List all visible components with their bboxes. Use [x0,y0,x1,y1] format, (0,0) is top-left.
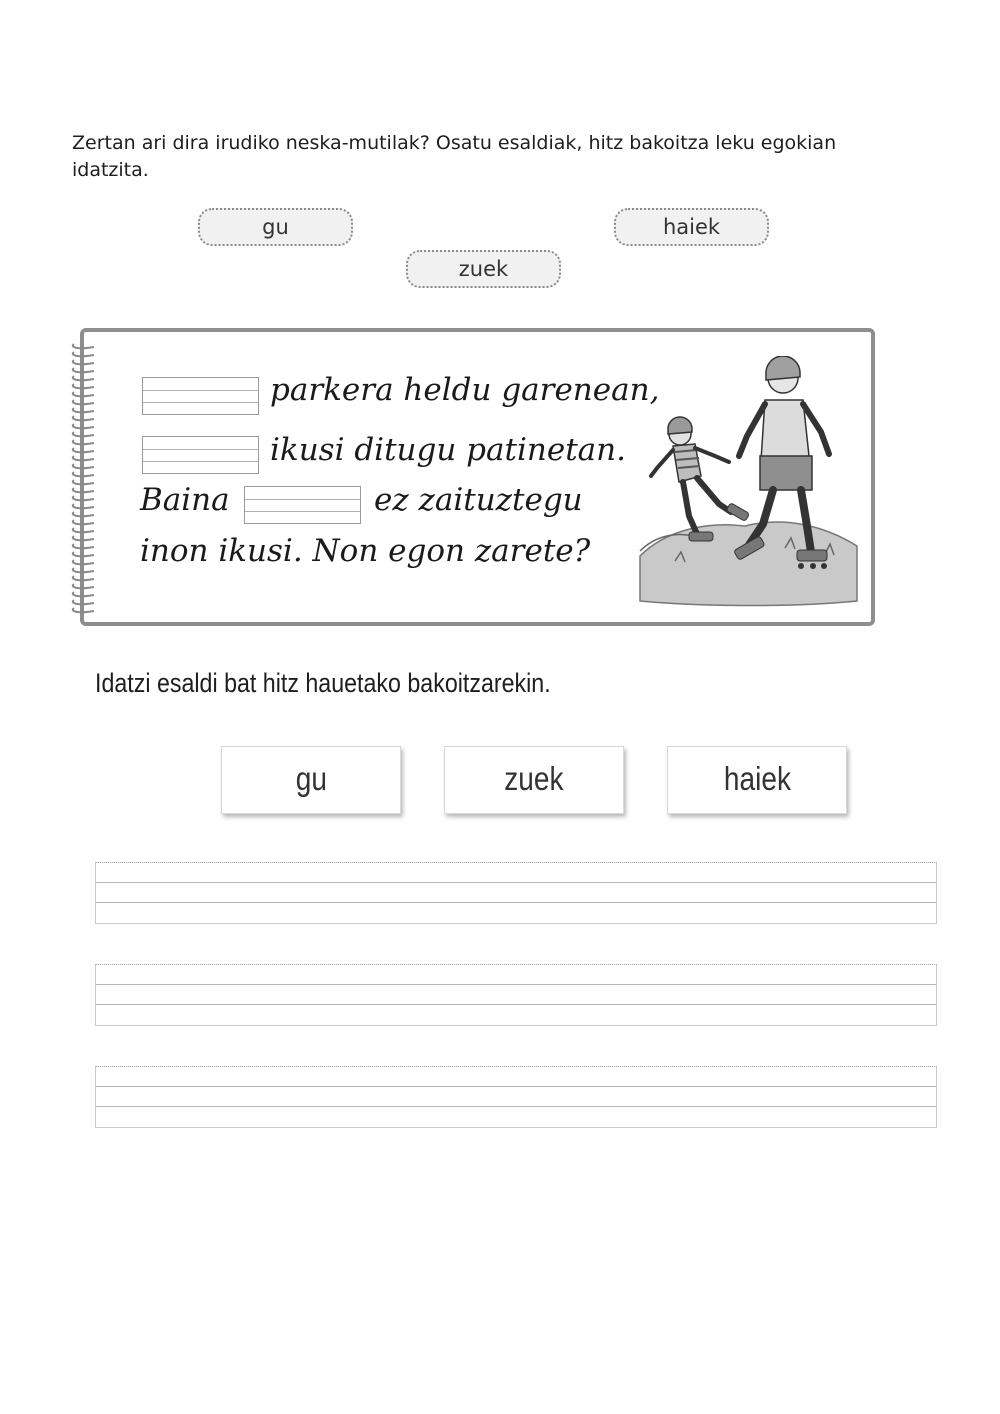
notebook-line-1: parkera heldu garenean, [270,372,660,408]
notebook-line-3-end: ez zaituztegu [374,482,583,518]
word-chip-gu[interactable]: gu [198,208,353,246]
word-card-gu[interactable] [221,746,401,814]
spiral-binding-icon [68,340,98,615]
word-card-label: haiek [723,760,791,797]
word-card-haiek[interactable] [667,746,847,814]
writing-lines-1[interactable] [95,862,937,924]
children-rollerskating-illustration [635,356,860,608]
notebook-line-3-start: Baina [140,482,230,518]
word-chip-zuek[interactable]: zuek [406,250,561,288]
writing-lines-2[interactable] [95,964,937,1026]
blank-field-1[interactable] [142,377,259,415]
word-card-zuek[interactable] [444,746,624,814]
blank-field-3[interactable] [244,486,361,524]
notebook-line-2: ikusi ditugu patinetan. [270,432,626,468]
word-card-label: gu [295,760,327,797]
exercise1-instruction: Zertan ari dira irudiko neska-mutilak? Osatu esaldiak, hitz bakoitza leku egokian idatzita. [72,132,837,181]
blank-field-2[interactable] [142,436,259,474]
exercise2-instruction: Idatzi esaldi bat hitz hauetako bakoitzarekin. [95,668,551,698]
word-card-label: zuek [504,760,564,797]
word-chip-haiek[interactable]: haiek [614,208,769,246]
writing-lines-3[interactable] [95,1066,937,1128]
notebook-line-4: inon ikusi. Non egon zarete? [140,533,591,569]
